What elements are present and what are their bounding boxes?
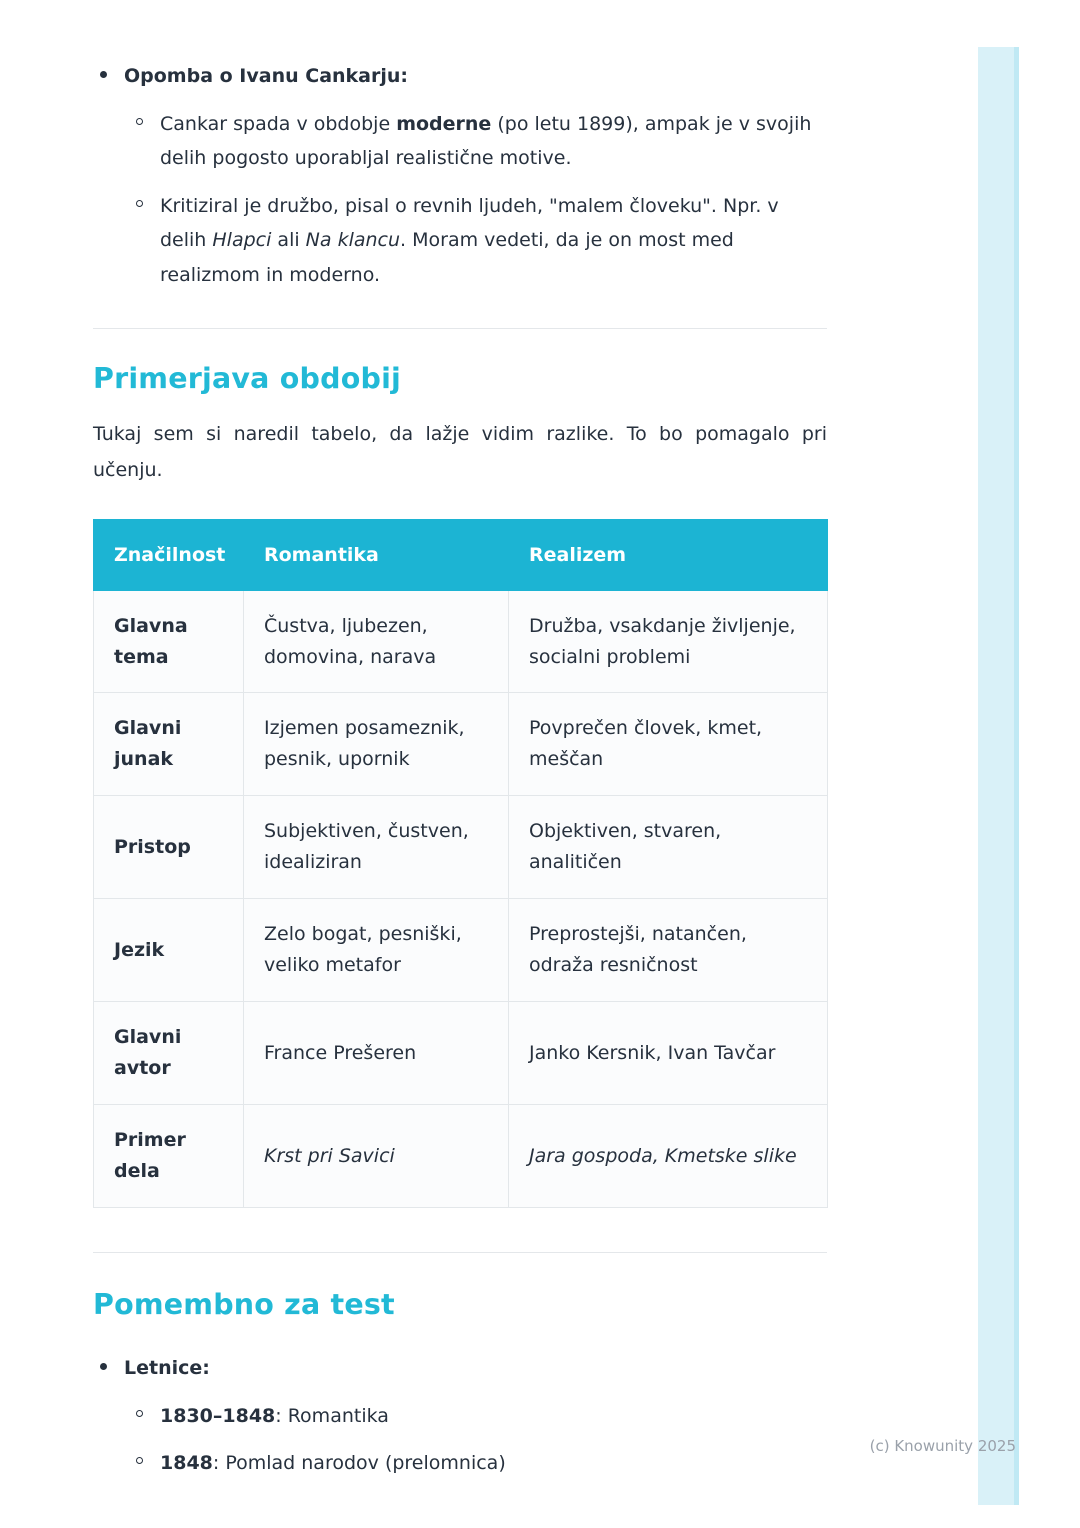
col-header-realizem: Realizem — [509, 519, 828, 590]
cell-realizem: Objektiven, stvaren, analitičen — [509, 796, 828, 899]
section-divider — [93, 328, 827, 329]
table-header-row — [94, 519, 828, 590]
list-item-note-sub2 — [136, 189, 827, 293]
text-segment: ali — [271, 229, 306, 252]
list-item-note-title — [100, 59, 827, 94]
section-heading-primerjava: Primerjava obdobij — [93, 362, 402, 396]
section-divider — [93, 1252, 827, 1253]
comparison-intro: Tukaj sem si naredil tabelo, da lažje vidim razlike. To bo pomagalo pri učenju. — [93, 423, 827, 482]
table-row — [94, 899, 828, 1002]
comparison-table — [93, 519, 828, 1209]
cell-realizem: Preprostejši, natančen, odraža resničnost — [509, 899, 828, 1002]
row-label: Primer dela — [94, 1105, 244, 1208]
row-label: Jezik — [94, 899, 244, 1002]
table-row — [94, 693, 828, 796]
note-sub1-text — [160, 107, 827, 176]
text-segment: : Pomlad narodov (prelomnica) — [212, 1452, 506, 1475]
list-item-letnice-1 — [136, 1399, 827, 1434]
letnice-item1-text — [160, 1399, 389, 1434]
text-segment: Kritiziral je družbo, pisal o revnih ljudeh, "malem človeku". Npr. v delih — [160, 194, 779, 252]
letnice-title: Letnice: — [124, 1357, 210, 1380]
text-segment-bold: moderne — [396, 112, 492, 135]
row-label: Glavni avtor — [94, 1002, 244, 1105]
text-segment: Cankar spada v obdobje — [160, 112, 397, 135]
col-header-romantika: Romantika — [244, 519, 509, 590]
row-label: Pristop — [94, 796, 244, 899]
page-content — [93, 0, 827, 1481]
cell-romantika: Čustva, ljubezen, domovina, narava — [244, 590, 509, 693]
cell-romantika: Krst pri Savici — [244, 1105, 509, 1208]
circle-bullet-icon — [136, 118, 143, 125]
copyright-footer: (c) Knowunity 2025 — [869, 1437, 1016, 1455]
table-row — [94, 1002, 828, 1105]
note-title: Opomba o Ivanu Cankarju: — [124, 65, 409, 87]
cell-romantika: Subjektiven, čustven, idealiziran — [244, 796, 509, 899]
text-segment: (po letu 1899), ampak je v svojih delih pogosto uporabljal realistične motive. — [160, 112, 812, 170]
circle-bullet-icon — [136, 1457, 143, 1464]
page-edge-stripe — [978, 47, 1019, 1505]
col-header-znacilnost: Značilnost — [94, 519, 244, 590]
bullet-icon — [100, 71, 107, 78]
circle-bullet-icon — [136, 200, 143, 207]
table-row — [94, 1105, 828, 1208]
section-heading-pomembno: Pomembno za test — [93, 1288, 395, 1322]
row-label: Glavna tema — [94, 590, 244, 693]
cell-realizem: Janko Kersnik, Ivan Tavčar — [509, 1002, 828, 1105]
cell-romantika: France Prešeren — [244, 1002, 509, 1105]
list-item-letnice-2 — [136, 1446, 827, 1481]
table-row — [94, 590, 828, 693]
circle-bullet-icon — [136, 1410, 143, 1417]
text-segment-bold: 1830–1848 — [160, 1404, 276, 1427]
text-segment: . Moram vedeti, da je on most med realizmom in moderno. — [160, 229, 734, 286]
text-segment-italic: Na klancu — [305, 229, 401, 252]
note-sub2-text — [160, 189, 827, 293]
row-label: Glavni junak — [94, 693, 244, 796]
table-row — [94, 796, 828, 899]
letnice-item2-text — [160, 1446, 506, 1481]
cell-realizem: Jara gospoda, Kmetske slike — [509, 1105, 828, 1208]
cell-realizem: Povprečen človek, kmet, meščan — [509, 693, 828, 796]
text-segment-bold: 1848 — [160, 1452, 213, 1475]
list-item-letnice — [100, 1351, 827, 1386]
text-segment-italic: Hlapci — [212, 229, 272, 252]
cell-romantika: Zelo bogat, pesniški, veliko metafor — [244, 899, 509, 1002]
cell-realizem: Družba, vsakdanje življenje, socialni problemi — [509, 590, 828, 693]
text-segment: : Romantika — [275, 1404, 389, 1427]
bullet-icon — [100, 1363, 107, 1370]
list-item-note-sub1 — [136, 107, 827, 176]
cell-romantika: Izjemen posameznik, pesnik, upornik — [244, 693, 509, 796]
